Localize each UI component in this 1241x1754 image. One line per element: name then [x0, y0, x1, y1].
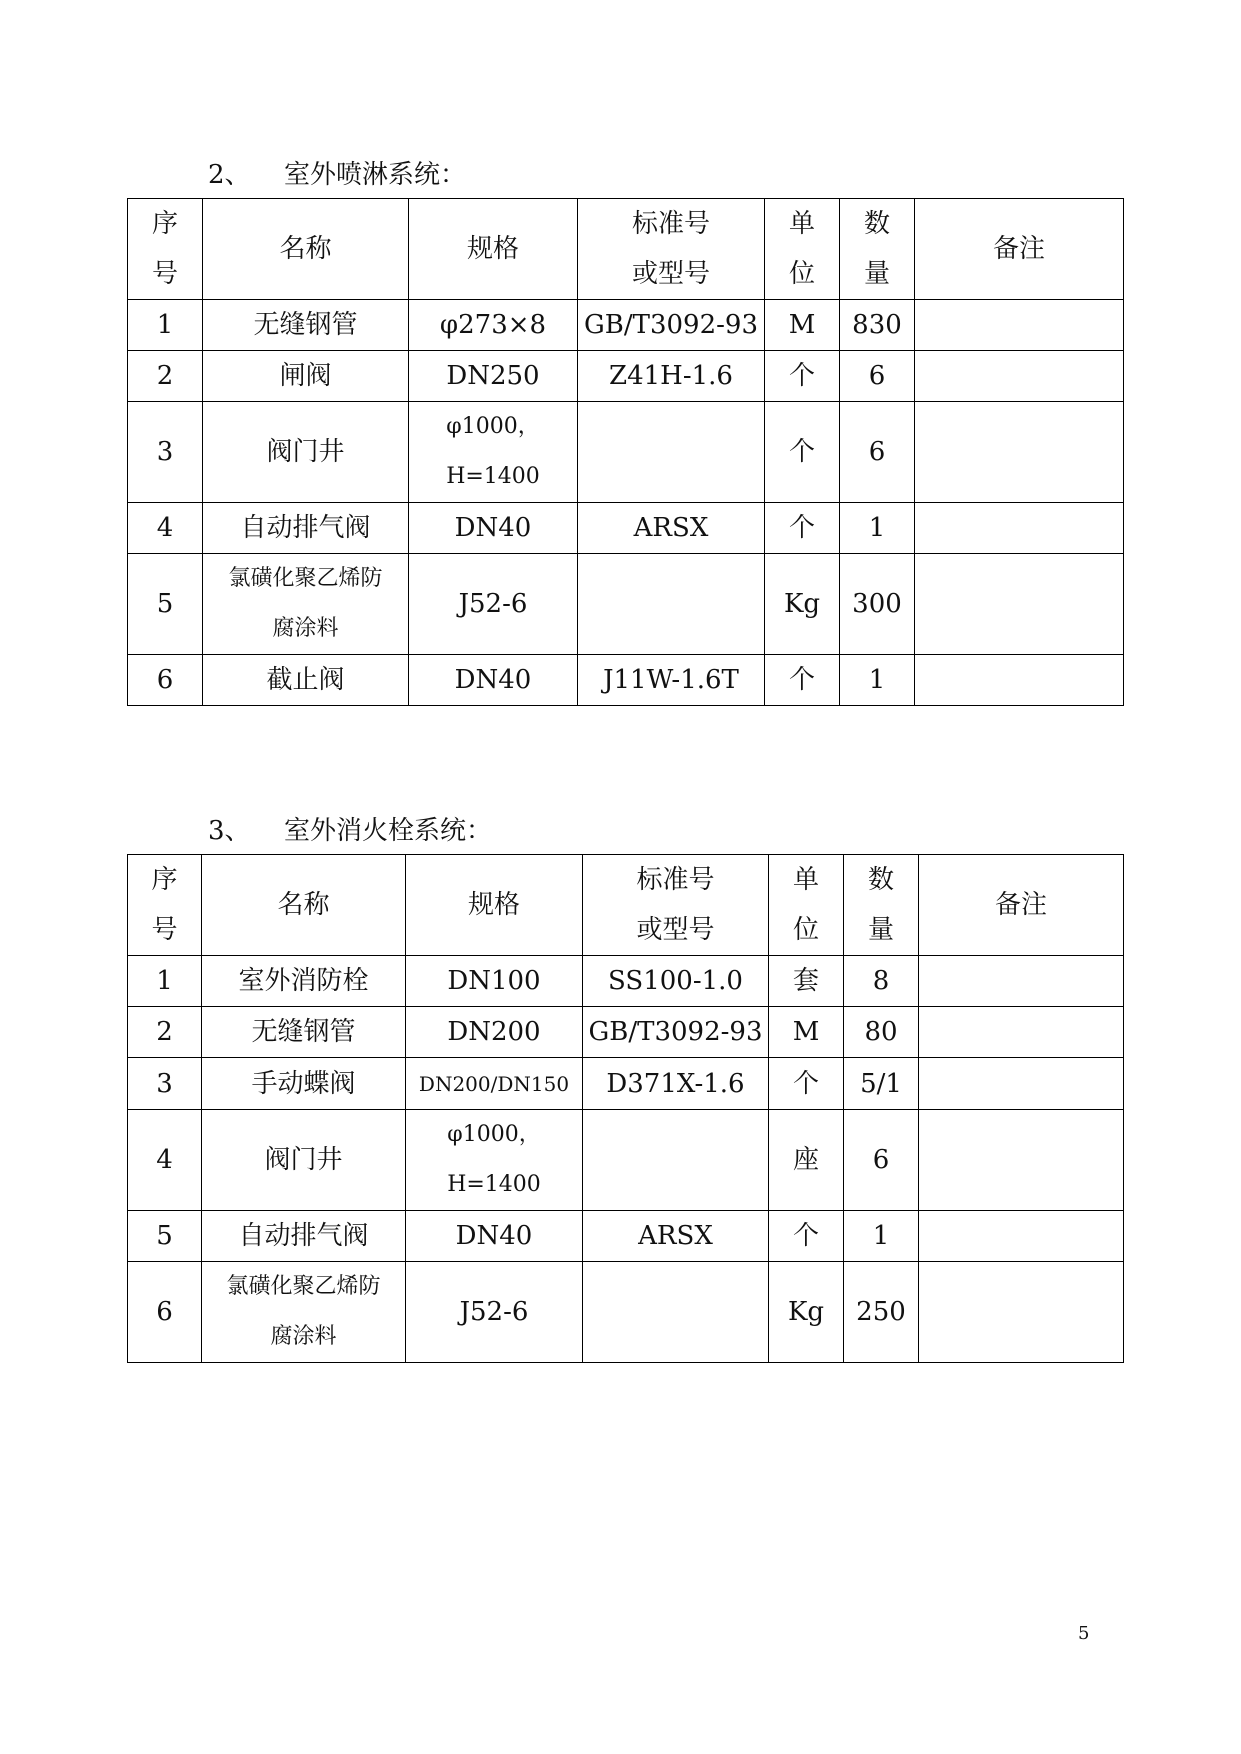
cell-note: [919, 1058, 1124, 1110]
header-unit: 单 位: [769, 855, 844, 956]
section-3-title: [208, 816, 492, 846]
table-row: [128, 503, 1124, 554]
table-row: [128, 956, 1124, 1007]
cell-standard: ARSX: [583, 1211, 769, 1262]
table-row: [128, 1211, 1124, 1262]
table-row: [128, 351, 1124, 402]
cell-name: 阀门井: [202, 1110, 406, 1211]
page-number: 5: [1078, 1623, 1090, 1644]
cell-spec: φ1000， H=1400: [406, 1110, 583, 1211]
header-seq: 序 号: [128, 855, 202, 956]
header-spec: 规格: [406, 855, 583, 956]
table-row: [128, 1007, 1124, 1058]
cell-note: [915, 554, 1124, 655]
cell-seq: 5: [128, 554, 203, 655]
cell-standard: GB/T3092-93: [578, 300, 765, 351]
cell-seq: 1: [128, 300, 203, 351]
cell-note: [919, 1110, 1124, 1211]
cell-seq: 4: [128, 503, 203, 554]
cell-note: [915, 503, 1124, 554]
table-row: [128, 655, 1124, 706]
cell-standard: GB/T3092-93: [583, 1007, 769, 1058]
cell-name: 氯磺化聚乙烯防 腐涂料: [203, 554, 409, 655]
cell-qty: 5/1: [844, 1058, 919, 1110]
cell-standard: [578, 402, 765, 503]
cell-seq: 2: [128, 1007, 202, 1058]
cell-name: 室外消防栓: [202, 956, 406, 1007]
cell-standard: ARSX: [578, 503, 765, 554]
section-2-number: 2、: [208, 160, 251, 190]
cell-unit: 座: [769, 1110, 844, 1211]
cell-note: [915, 655, 1124, 706]
outdoor-hydrant-table: [127, 854, 1124, 1363]
cell-spec: DN200/DN150: [406, 1058, 583, 1110]
cell-spec: DN40: [409, 503, 578, 554]
cell-name: 闸阀: [203, 351, 409, 402]
cell-unit: 个: [769, 1058, 844, 1110]
header-name: 名称: [203, 199, 409, 300]
cell-unit: 套: [769, 956, 844, 1007]
cell-unit: 个: [765, 503, 840, 554]
table-row: [128, 300, 1124, 351]
outdoor-sprinkler-table: [127, 198, 1124, 706]
cell-qty: 830: [840, 300, 915, 351]
cell-unit: Kg: [769, 1262, 844, 1363]
cell-spec: φ273×8: [409, 300, 578, 351]
cell-spec: J52-6: [409, 554, 578, 655]
cell-note: [915, 300, 1124, 351]
cell-unit: M: [769, 1007, 844, 1058]
cell-name: 氯磺化聚乙烯防 腐涂料: [202, 1262, 406, 1363]
cell-spec: J52-6: [406, 1262, 583, 1363]
cell-standard: Z41H-1.6: [578, 351, 765, 402]
header-unit: 单 位: [765, 199, 840, 300]
cell-seq: 6: [128, 655, 203, 706]
cell-standard: [583, 1110, 769, 1211]
header-spec: 规格: [409, 199, 578, 300]
table-row: [128, 1262, 1124, 1363]
cell-name: 自动排气阀: [202, 1211, 406, 1262]
cell-spec: DN100: [406, 956, 583, 1007]
cell-note: [919, 1262, 1124, 1363]
cell-seq: 1: [128, 956, 202, 1007]
section-2-heading: 室外喷淋系统：: [284, 160, 467, 190]
cell-qty: 1: [844, 1211, 919, 1262]
cell-seq: 4: [128, 1110, 202, 1211]
table-row: [128, 1110, 1124, 1211]
cell-note: [915, 402, 1124, 503]
cell-spec: DN200: [406, 1007, 583, 1058]
cell-unit: 个: [769, 1211, 844, 1262]
cell-note: [919, 956, 1124, 1007]
cell-note: [919, 1007, 1124, 1058]
cell-unit: 个: [765, 655, 840, 706]
cell-standard: [578, 554, 765, 655]
cell-name: 阀门井: [203, 402, 409, 503]
header-standard: 标准号 或型号: [578, 199, 765, 300]
table-header-row: [128, 855, 1124, 956]
cell-qty: 8: [844, 956, 919, 1007]
cell-unit: Kg: [765, 554, 840, 655]
section-3-number: 3、: [208, 816, 251, 846]
cell-qty: 80: [844, 1007, 919, 1058]
cell-name: 手动蝶阀: [202, 1058, 406, 1110]
cell-standard: J11W-1.6T: [578, 655, 765, 706]
cell-standard: D371X-1.6: [583, 1058, 769, 1110]
cell-name: 无缝钢管: [203, 300, 409, 351]
cell-qty: 250: [844, 1262, 919, 1363]
table-row: [128, 554, 1124, 655]
cell-qty: 6: [844, 1110, 919, 1211]
cell-unit: M: [765, 300, 840, 351]
cell-unit: 个: [765, 402, 840, 503]
cell-qty: 1: [840, 503, 915, 554]
cell-name: 截止阀: [203, 655, 409, 706]
cell-name: 无缝钢管: [202, 1007, 406, 1058]
cell-spec: DN40: [406, 1211, 583, 1262]
cell-seq: 3: [128, 1058, 202, 1110]
table-row: [128, 1058, 1124, 1110]
cell-spec: DN40: [409, 655, 578, 706]
header-standard: 标准号 或型号: [583, 855, 769, 956]
cell-name: 自动排气阀: [203, 503, 409, 554]
cell-qty: 6: [840, 402, 915, 503]
header-qty: 数 量: [840, 199, 915, 300]
cell-spec: DN250: [409, 351, 578, 402]
section-2-title: [208, 160, 466, 190]
header-seq: 序 号: [128, 199, 203, 300]
table-header-row: [128, 199, 1124, 300]
cell-note: [915, 351, 1124, 402]
header-qty: 数 量: [844, 855, 919, 956]
cell-unit: 个: [765, 351, 840, 402]
header-name: 名称: [202, 855, 406, 956]
cell-seq: 5: [128, 1211, 202, 1262]
cell-standard: [583, 1262, 769, 1363]
cell-seq: 3: [128, 402, 203, 503]
cell-seq: 6: [128, 1262, 202, 1363]
cell-standard: SS100-1.0: [583, 956, 769, 1007]
cell-qty: 6: [840, 351, 915, 402]
cell-qty: 300: [840, 554, 915, 655]
section-3-heading: 室外消火栓系统：: [284, 816, 493, 846]
header-note: 备注: [915, 199, 1124, 300]
cell-qty: 1: [840, 655, 915, 706]
table-row: [128, 402, 1124, 503]
cell-seq: 2: [128, 351, 203, 402]
cell-note: [919, 1211, 1124, 1262]
cell-spec: φ1000， H=1400: [409, 402, 578, 503]
header-note: 备注: [919, 855, 1124, 956]
